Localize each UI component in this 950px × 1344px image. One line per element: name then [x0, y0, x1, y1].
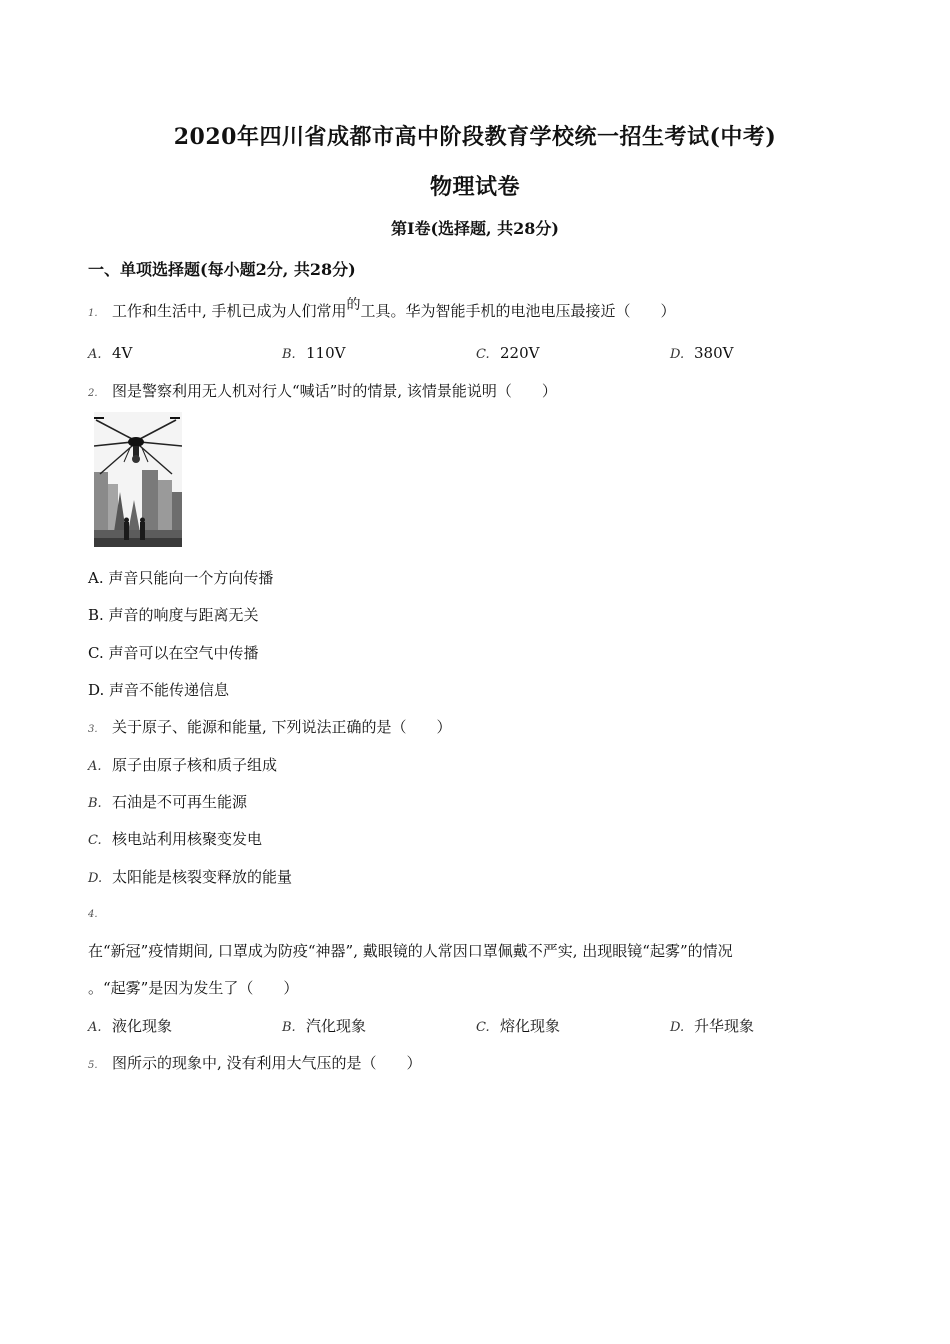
q1-option-a: A. 4V	[88, 344, 133, 362]
q2-option-d: D. 声音不能传递信息	[88, 681, 230, 699]
q4-option-d: D. 升华现象	[670, 1017, 755, 1035]
q4-option-b: B. 汽化现象	[282, 1017, 367, 1035]
q3-option-a: A. 原子由原子核和质子组成	[88, 756, 278, 774]
question-number: 1.	[88, 308, 98, 319]
q3-option-c: C. 核电站利用核聚变发电	[88, 830, 263, 848]
question-1	[88, 297, 676, 321]
q3-option-b: B. 石油是不可再生能源	[88, 793, 248, 811]
question-text: 关于原子、能源和能量, 下列说法正确的是（ ）	[112, 718, 452, 736]
q2-option-b: B. 声音的响度与距离无关	[88, 606, 259, 624]
exam-title: 2020年四川省成都市高中阶段教育学校统一招生考试(中考)	[173, 124, 777, 150]
q2-option-a: A. 声音只能向一个方向传播	[88, 569, 274, 587]
q1-option-c: C. 220V	[476, 344, 540, 362]
question-text: 图是警察利用无人机对行人“喊话”时的情景, 该情景能说明（ ）	[112, 382, 557, 400]
question-text: 工作和生活中, 手机已成为人们常用	[112, 302, 347, 320]
question-number: 5.	[88, 1060, 98, 1071]
q1-option-b: B. 110V	[282, 344, 346, 362]
question-3	[88, 716, 452, 737]
question-5	[88, 1052, 422, 1073]
section-heading: 第Ⅰ卷(选择题, 共28分)	[390, 219, 560, 238]
question-4-line-2: 。“起雾”是因为发生了（ ）	[88, 979, 299, 997]
question-text: 图所示的现象中, 没有利用大气压的是（ ）	[112, 1054, 422, 1072]
question-number: 2.	[88, 388, 98, 399]
q4-option-a: A. 液化现象	[88, 1017, 173, 1035]
exam-subtitle: 物理试卷	[429, 174, 520, 200]
question-2	[88, 380, 557, 401]
q1-option-d: D. 380V	[670, 344, 734, 362]
q3-option-d: D. 太阳能是核裂变释放的能量	[88, 868, 293, 886]
question-text: 工具。华为智能手机的电池电压最接近（ ）	[360, 302, 676, 320]
drone-police-photo	[94, 412, 182, 547]
question-number: 3.	[88, 724, 98, 735]
question-4-number: 4.	[88, 909, 98, 920]
q4-option-c: C. 熔化现象	[476, 1017, 561, 1035]
question-4-line-1: 在“新冠”疫情期间, 口罩成为防疫“神器”, 戴眼镜的人常因口罩佩戴不严实, 出现眼镜“起雾”的情况	[88, 942, 733, 960]
q2-option-c: C. 声音可以在空气中传播	[88, 644, 259, 662]
part-heading: 一、单项选择题(每小题2分, 共28分)	[88, 260, 356, 279]
question-text-raised: 的	[346, 297, 361, 313]
